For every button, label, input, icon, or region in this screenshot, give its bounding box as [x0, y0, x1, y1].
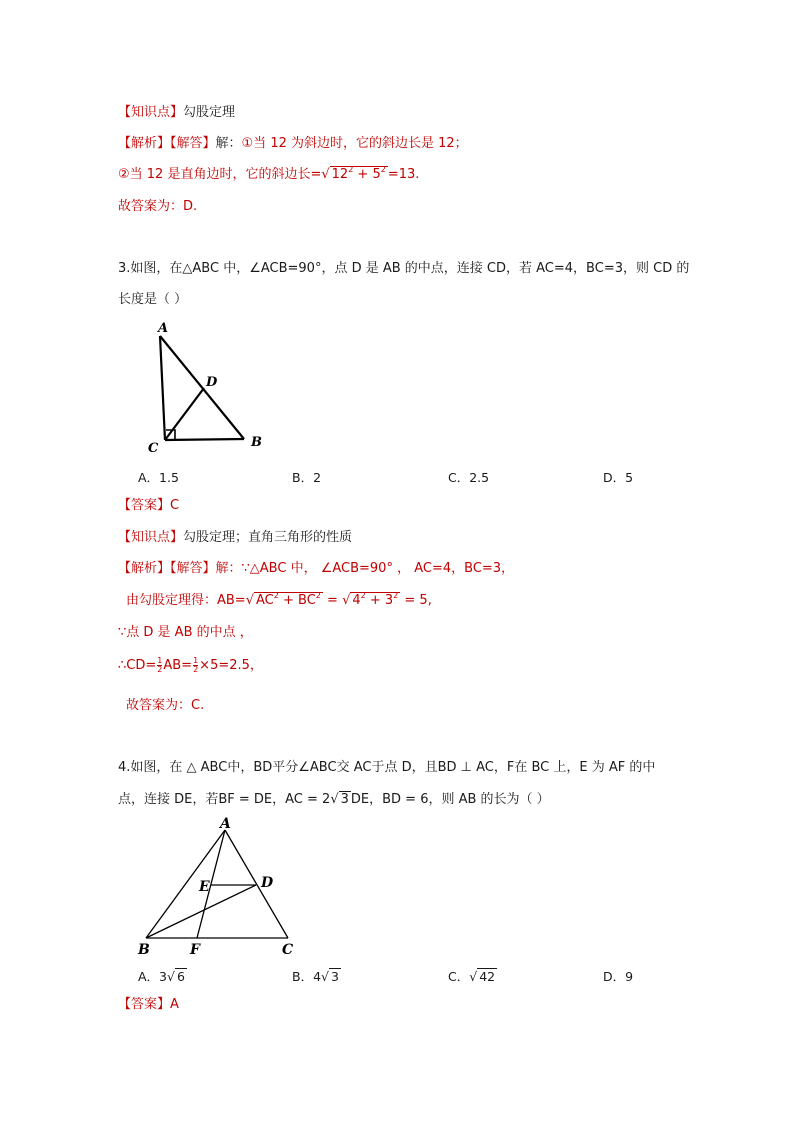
q4-option-b	[292, 967, 341, 985]
rad-term: 6	[176, 969, 185, 984]
q3-solution-line2	[126, 592, 432, 610]
q2-final: 故答案为：D.	[118, 199, 198, 214]
q2-case2-row	[118, 166, 419, 184]
q3-triangle-figure	[140, 318, 270, 456]
rad-term: 12	[331, 167, 349, 182]
side-ac	[225, 830, 288, 938]
label-d: D	[261, 875, 274, 891]
exponent: 2	[348, 165, 354, 174]
q3-option-c: C．2.5	[448, 470, 490, 485]
rad-term: 4	[352, 593, 361, 608]
label-c: C	[148, 441, 159, 456]
fraction-numerator: 1	[193, 656, 199, 665]
stem-text: DE，BD = 6，则 AB 的长为（ ）	[350, 792, 550, 807]
side-ac	[160, 336, 165, 440]
q4-triangle-figure	[130, 812, 310, 960]
exponent: 2	[315, 591, 321, 600]
sqrt-icon: √	[245, 593, 255, 608]
q3-analysis-row	[118, 560, 514, 578]
exponent: 2	[360, 591, 366, 600]
q3-solution-line4	[118, 657, 263, 675]
knowledge-tag: 【知识点】	[118, 105, 184, 120]
segment-cd	[165, 388, 204, 440]
analysis-tag: 【解析】【解答】	[118, 136, 216, 151]
fraction-half	[193, 657, 198, 674]
rad-term: 42	[479, 969, 496, 984]
rad-term: + 3	[365, 593, 394, 608]
exponent: 2	[273, 591, 279, 600]
case2-result: =13.	[387, 167, 420, 182]
knowledge-tag: 【知识点】	[118, 530, 184, 545]
label-c: C	[282, 942, 294, 958]
option-text: A．3	[138, 969, 168, 984]
sqrt-expression	[469, 969, 497, 984]
solution-line1: 解：∵△ABC 中， ∠ACB=90° ， AC=4，BC=3，	[215, 561, 515, 576]
side-ab	[146, 830, 225, 938]
label-e: E	[199, 879, 210, 895]
q3-option-d: D．5	[603, 470, 634, 485]
q3-solution-line3: ∵点 D 是 AB 的中点 ，	[118, 625, 253, 640]
q4-option-c	[448, 967, 497, 985]
exponent: 2	[380, 165, 386, 174]
side-bc	[165, 439, 244, 440]
label-f: F	[190, 942, 200, 958]
stem-text: 点，连接 DE，若BF = DE，AC = 2	[118, 792, 331, 807]
sqrt-icon: √	[321, 167, 330, 182]
solution-result: ×5=2.5，	[199, 658, 263, 673]
rad-term: 3	[340, 792, 349, 807]
sqrt-icon: √	[342, 593, 351, 608]
answer-tag: 【答案】	[118, 498, 171, 513]
sqrt-icon: √	[330, 792, 339, 807]
sqrt-expression	[342, 592, 400, 610]
solution-text: ∴CD=	[118, 658, 157, 673]
knowledge-text: 勾股定理；直角三角形的性质	[183, 530, 353, 545]
q4-option-a	[138, 967, 187, 985]
q4-stem-line1: 4.如图，在 △ ABC中，BD平分∠ABC交 AC于点 D，且BD ⊥ AC，F在 BC 上，E 为 AF 的中	[118, 760, 656, 775]
rad-term: + 5	[353, 167, 381, 182]
equals-sign: =	[322, 593, 343, 608]
label-b: B	[251, 435, 262, 450]
fraction-denominator: 2	[193, 665, 199, 674]
q3-stem-line1: 3.如图，在△ABC 中，∠ACB=90°，点 D 是 AB 的中点，连接 CD，若 AC=4，BC=3，则 CD 的	[118, 261, 690, 276]
solution-text: 由勾股定理得：AB=	[126, 593, 246, 608]
q2-knowledge-row	[118, 104, 235, 122]
exponent: 2	[393, 591, 399, 600]
sqrt-icon: √	[469, 969, 478, 984]
solution-text: AB=	[163, 658, 193, 673]
knowledge-text: 勾股定理	[183, 105, 236, 120]
sqrt-expression	[321, 969, 341, 984]
answer-value: A	[170, 997, 179, 1012]
sqrt-expression	[167, 969, 187, 984]
analysis-tag: 【解析】【解答】	[118, 561, 216, 576]
fraction-denominator: 2	[157, 665, 163, 674]
label-d: D	[206, 375, 218, 390]
rad-term: AC	[256, 593, 274, 608]
q3-stem-line2: 长度是（ ）	[118, 292, 188, 307]
rad-term: + BC	[278, 593, 316, 608]
sqrt-expression	[246, 592, 323, 610]
q3-option-b: B．2	[292, 470, 322, 485]
rad-term: 3	[331, 969, 339, 984]
q4-stem-line2	[118, 791, 550, 809]
sqrt-expression	[330, 791, 351, 809]
q3-final: 故答案为：C.	[126, 698, 205, 713]
solution-result: = 5,	[400, 593, 432, 608]
q2-analysis-row	[118, 135, 468, 153]
side-ab	[160, 336, 244, 439]
answer-value: C	[170, 498, 180, 513]
q3-answer-row	[118, 497, 179, 515]
q4-option-d: D．9	[603, 969, 634, 984]
option-text: C．	[448, 969, 470, 984]
option-text: B．4	[292, 969, 322, 984]
solution-case1: ①当 12 为斜边时，它的斜边长是 12；	[241, 136, 468, 151]
label-a: A	[220, 816, 231, 832]
fraction-numerator: 1	[157, 656, 163, 665]
label-b: B	[138, 942, 150, 958]
q3-option-a: A．1.5	[138, 470, 179, 485]
solution-intro: 解：	[215, 136, 242, 151]
sqrt-icon: √	[321, 969, 329, 984]
answer-tag: 【答案】	[118, 997, 171, 1012]
q4-answer-row	[118, 996, 179, 1014]
label-a: A	[158, 321, 169, 336]
case2-prefix: ②当 12 是直角边时，它的斜边长=	[118, 167, 322, 182]
fraction-half	[157, 657, 162, 674]
q3-knowledge-row	[118, 529, 352, 547]
sqrt-icon: √	[167, 969, 175, 984]
sqrt-expression	[321, 166, 387, 184]
